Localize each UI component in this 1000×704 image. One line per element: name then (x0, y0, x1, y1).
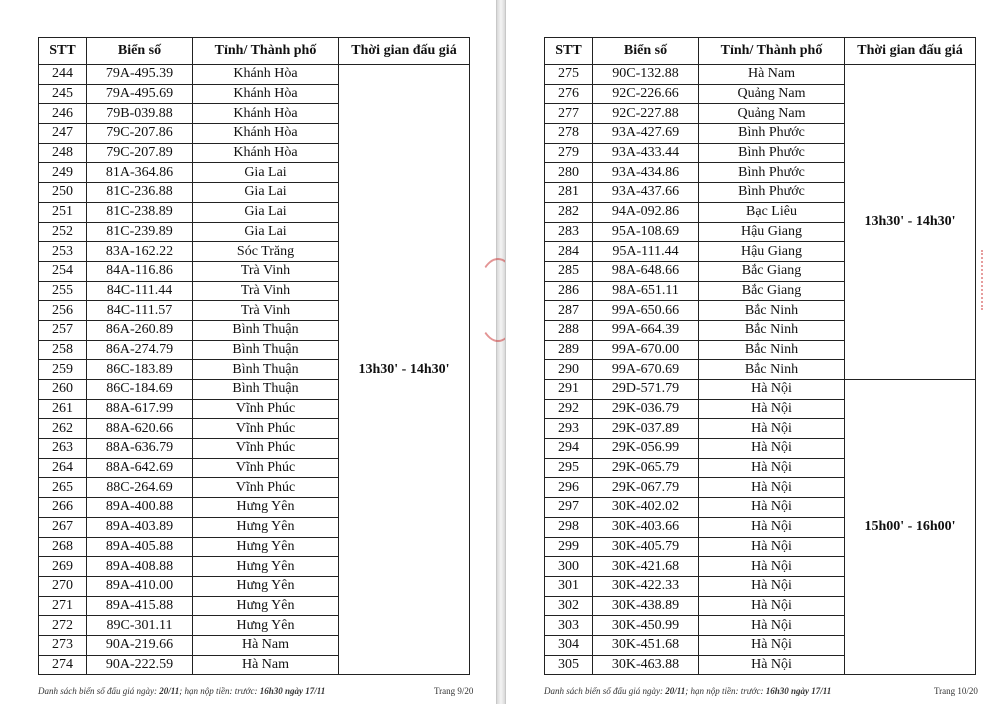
cell-province: Bình Phước (699, 183, 845, 203)
cell-plate: 79A-495.39 (87, 65, 193, 85)
cell-province: Hà Nội (699, 635, 845, 655)
cell-stt: 246 (39, 104, 87, 124)
cell-stt: 259 (39, 360, 87, 380)
cell-province: Vĩnh Phúc (193, 478, 339, 498)
cell-plate: 95A-108.69 (593, 222, 699, 242)
cell-province: Hà Nội (699, 439, 845, 459)
cell-stt: 279 (545, 143, 593, 163)
cell-stt: 292 (545, 399, 593, 419)
cell-plate: 29K-065.79 (593, 458, 699, 478)
cell-plate: 84A-116.86 (87, 261, 193, 281)
cell-province: Hưng Yên (193, 557, 339, 577)
cell-stt: 277 (545, 104, 593, 124)
cell-plate: 29K-036.79 (593, 399, 699, 419)
cell-stt: 282 (545, 202, 593, 222)
cell-province: Hậu Giang (699, 222, 845, 242)
cell-province: Hà Nội (699, 419, 845, 439)
cell-province: Hà Nội (699, 498, 845, 518)
cell-stt: 291 (545, 380, 593, 400)
cell-plate: 30K-463.88 (593, 655, 699, 675)
cell-province: Vĩnh Phúc (193, 439, 339, 459)
cell-province: Hà Nam (699, 65, 845, 85)
cell-plate: 93A-434.86 (593, 163, 699, 183)
footer-note: Danh sách biển số đấu giá ngày: 20/11; hạn nộp tiền: trước: 16h30 ngày 17/11 (38, 686, 326, 696)
cell-province: Bắc Ninh (699, 360, 845, 380)
cell-province: Hà Nội (699, 537, 845, 557)
cell-stt: 283 (545, 222, 593, 242)
cell-province: Hà Nam (193, 635, 339, 655)
cell-province: Hưng Yên (193, 537, 339, 557)
cell-province: Hưng Yên (193, 517, 339, 537)
cell-stt: 288 (545, 320, 593, 340)
cell-province: Bắc Ninh (699, 301, 845, 321)
cell-province: Hà Nội (699, 655, 845, 675)
cell-stt: 245 (39, 84, 87, 104)
cell-plate: 30K-422.33 (593, 576, 699, 596)
cell-plate: 79A-495.69 (87, 84, 193, 104)
cell-plate: 30K-421.68 (593, 557, 699, 577)
cell-province: Hà Nội (699, 380, 845, 400)
cell-plate: 94A-092.86 (593, 202, 699, 222)
cell-stt: 275 (545, 65, 593, 85)
cell-stt: 302 (545, 596, 593, 616)
cell-plate: 79B-039.88 (87, 104, 193, 124)
cell-province: Hà Nội (699, 576, 845, 596)
cell-province: Bắc Ninh (699, 340, 845, 360)
cell-stt: 262 (39, 419, 87, 439)
cell-stt: 296 (545, 478, 593, 498)
cell-province: Bạc Liêu (699, 202, 845, 222)
cell-stt: 258 (39, 340, 87, 360)
cell-province: Bình Thuận (193, 340, 339, 360)
cell-stt: 244 (39, 65, 87, 85)
cell-plate: 98A-648.66 (593, 261, 699, 281)
cell-stt: 303 (545, 616, 593, 636)
cell-province: Hưng Yên (193, 616, 339, 636)
table-header-row (545, 38, 976, 65)
cell-province: Gia Lai (193, 163, 339, 183)
cell-stt: 278 (545, 124, 593, 144)
cell-province: Hậu Giang (699, 242, 845, 262)
cell-plate: 89A-403.89 (87, 517, 193, 537)
page-number: Trang 9/20 (434, 686, 474, 696)
cell-stt: 273 (39, 635, 87, 655)
cell-stt: 271 (39, 596, 87, 616)
cell-province: Bình Phước (699, 163, 845, 183)
cell-plate: 79C-207.86 (87, 124, 193, 144)
cell-province: Khánh Hòa (193, 124, 339, 144)
cell-plate: 84C-111.57 (87, 301, 193, 321)
header-plate: Biển số (87, 38, 193, 65)
cell-plate: 99A-670.69 (593, 360, 699, 380)
cell-province: Gia Lai (193, 222, 339, 242)
table-row (545, 380, 976, 400)
cell-stt: 293 (545, 419, 593, 439)
cell-province: Hưng Yên (193, 498, 339, 518)
cell-stt: 299 (545, 537, 593, 557)
cell-plate: 81C-239.89 (87, 222, 193, 242)
cell-stt: 294 (545, 439, 593, 459)
cell-stt: 280 (545, 163, 593, 183)
cell-stt: 286 (545, 281, 593, 301)
cell-province: Hà Nội (699, 517, 845, 537)
table-row (39, 65, 470, 85)
cell-plate: 79C-207.89 (87, 143, 193, 163)
page-number: Trang 10/20 (934, 686, 978, 696)
cell-plate: 30K-450.99 (593, 616, 699, 636)
cell-province: Bình Thuận (193, 380, 339, 400)
cell-province: Quảng Nam (699, 104, 845, 124)
cell-province: Quảng Nam (699, 84, 845, 104)
cell-stt: 255 (39, 281, 87, 301)
cell-province: Vĩnh Phúc (193, 399, 339, 419)
cell-stt: 272 (39, 616, 87, 636)
document-page-left (0, 0, 497, 704)
cell-province: Khánh Hòa (193, 65, 339, 85)
cell-province: Hà Nội (699, 616, 845, 636)
table-body-left (39, 65, 470, 675)
cell-stt: 256 (39, 301, 87, 321)
table-body-right (545, 65, 976, 675)
cell-plate: 90C-132.88 (593, 65, 699, 85)
cell-province: Bắc Giang (699, 281, 845, 301)
cell-plate: 84C-111.44 (87, 281, 193, 301)
cell-stt: 257 (39, 320, 87, 340)
cell-plate: 92C-226.66 (593, 84, 699, 104)
table-row (545, 65, 976, 85)
cell-stt: 300 (545, 557, 593, 577)
cell-plate: 30K-438.89 (593, 596, 699, 616)
cell-plate: 29D-571.79 (593, 380, 699, 400)
cell-plate: 99A-664.39 (593, 320, 699, 340)
table-header-row (39, 38, 470, 65)
cell-province: Gia Lai (193, 202, 339, 222)
header-stt: STT (39, 38, 87, 65)
cell-plate: 93A-427.69 (593, 124, 699, 144)
cell-stt: 276 (545, 84, 593, 104)
cell-province: Trà Vinh (193, 301, 339, 321)
cell-stt: 295 (545, 458, 593, 478)
cell-plate: 86C-184.69 (87, 380, 193, 400)
cell-province: Hà Nam (193, 655, 339, 675)
cell-plate: 95A-111.44 (593, 242, 699, 262)
cell-province: Sóc Trăng (193, 242, 339, 262)
cell-plate: 30K-403.66 (593, 517, 699, 537)
cell-stt: 290 (545, 360, 593, 380)
cell-plate: 81C-238.89 (87, 202, 193, 222)
cell-plate: 88A-617.99 (87, 399, 193, 419)
cell-plate: 30K-402.02 (593, 498, 699, 518)
cell-plate: 88A-620.66 (87, 419, 193, 439)
cell-plate: 89A-400.88 (87, 498, 193, 518)
cell-province: Hà Nội (699, 557, 845, 577)
cell-province: Hà Nội (699, 399, 845, 419)
cell-stt: 252 (39, 222, 87, 242)
cell-plate: 86A-274.79 (87, 340, 193, 360)
cell-province: Hưng Yên (193, 576, 339, 596)
cell-stt: 265 (39, 478, 87, 498)
cell-province: Bình Phước (699, 124, 845, 144)
cell-plate: 89A-415.88 (87, 596, 193, 616)
cell-stt: 301 (545, 576, 593, 596)
cell-plate: 29K-056.99 (593, 439, 699, 459)
cell-plate: 99A-670.00 (593, 340, 699, 360)
cell-province: Trà Vinh (193, 281, 339, 301)
cell-plate: 92C-227.88 (593, 104, 699, 124)
cell-province: Trà Vinh (193, 261, 339, 281)
cell-stt: 247 (39, 124, 87, 144)
cell-stt: 254 (39, 261, 87, 281)
cell-stt: 267 (39, 517, 87, 537)
cell-stt: 266 (39, 498, 87, 518)
cell-stt: 249 (39, 163, 87, 183)
cell-plate: 89A-410.00 (87, 576, 193, 596)
cell-stt: 248 (39, 143, 87, 163)
footer-note: Danh sách biển số đấu giá ngày: 20/11; hạn nộp tiền: trước: 16h30 ngày 17/11 (544, 686, 832, 696)
cell-plate: 81C-236.88 (87, 183, 193, 203)
cell-plate: 88C-264.69 (87, 478, 193, 498)
cell-province: Hà Nội (699, 458, 845, 478)
cell-plate: 89C-301.11 (87, 616, 193, 636)
cell-plate: 81A-364.86 (87, 163, 193, 183)
cell-province: Bình Thuận (193, 320, 339, 340)
cell-auction-time: 13h30' - 14h30' (339, 65, 470, 675)
cell-plate: 83A-162.22 (87, 242, 193, 262)
cell-plate: 88A-642.69 (87, 458, 193, 478)
cell-stt: 251 (39, 202, 87, 222)
cell-stt: 304 (545, 635, 593, 655)
plate-table-left (38, 37, 470, 675)
cell-province: Vĩnh Phúc (193, 419, 339, 439)
cell-stt: 287 (545, 301, 593, 321)
cell-province: Hà Nội (699, 478, 845, 498)
cell-province: Bắc Ninh (699, 320, 845, 340)
cell-stt: 270 (39, 576, 87, 596)
header-time: Thời gian đấu giá (845, 38, 976, 65)
cell-plate: 86C-183.89 (87, 360, 193, 380)
cell-plate: 89A-408.88 (87, 557, 193, 577)
cell-plate: 98A-651.11 (593, 281, 699, 301)
cell-stt: 268 (39, 537, 87, 557)
cell-plate: 89A-405.88 (87, 537, 193, 557)
cell-auction-time: 13h30' - 14h30' (845, 65, 976, 380)
cell-stt: 269 (39, 557, 87, 577)
header-province: Tỉnh/ Thành phố (699, 38, 845, 65)
cell-stt: 264 (39, 458, 87, 478)
cell-plate: 29K-067.79 (593, 478, 699, 498)
plate-table-right (544, 37, 976, 675)
header-plate: Biển số (593, 38, 699, 65)
document-page-right (505, 0, 1000, 704)
header-time: Thời gian đấu giá (339, 38, 470, 65)
cell-province: Hà Nội (699, 596, 845, 616)
cell-stt: 250 (39, 183, 87, 203)
cell-stt: 285 (545, 261, 593, 281)
cell-province: Khánh Hòa (193, 143, 339, 163)
cell-province: Bình Phước (699, 143, 845, 163)
cell-stt: 305 (545, 655, 593, 675)
cell-province: Bình Thuận (193, 360, 339, 380)
cell-stt: 289 (545, 340, 593, 360)
cell-stt: 297 (545, 498, 593, 518)
cell-province: Khánh Hòa (193, 84, 339, 104)
cell-plate: 30K-451.68 (593, 635, 699, 655)
cell-plate: 86A-260.89 (87, 320, 193, 340)
cell-stt: 260 (39, 380, 87, 400)
cell-plate: 88A-636.79 (87, 439, 193, 459)
cell-plate: 93A-437.66 (593, 183, 699, 203)
cell-province: Khánh Hòa (193, 104, 339, 124)
header-stt: STT (545, 38, 593, 65)
cell-stt: 298 (545, 517, 593, 537)
cell-auction-time: 15h00' - 16h00' (845, 380, 976, 675)
cell-plate: 90A-219.66 (87, 635, 193, 655)
cell-province: Bắc Giang (699, 261, 845, 281)
cell-plate: 99A-650.66 (593, 301, 699, 321)
cell-stt: 253 (39, 242, 87, 262)
cell-plate: 93A-433.44 (593, 143, 699, 163)
cell-stt: 281 (545, 183, 593, 203)
header-province: Tỉnh/ Thành phố (193, 38, 339, 65)
cell-stt: 284 (545, 242, 593, 262)
cell-stt: 263 (39, 439, 87, 459)
cell-plate: 90A-222.59 (87, 655, 193, 675)
cell-province: Hưng Yên (193, 596, 339, 616)
cell-province: Vĩnh Phúc (193, 458, 339, 478)
cell-plate: 29K-037.89 (593, 419, 699, 439)
cell-stt: 261 (39, 399, 87, 419)
cell-stt: 274 (39, 655, 87, 675)
stamp-edge-mark (981, 250, 999, 310)
cell-province: Gia Lai (193, 183, 339, 203)
cell-plate: 30K-405.79 (593, 537, 699, 557)
book-gutter (497, 0, 505, 704)
